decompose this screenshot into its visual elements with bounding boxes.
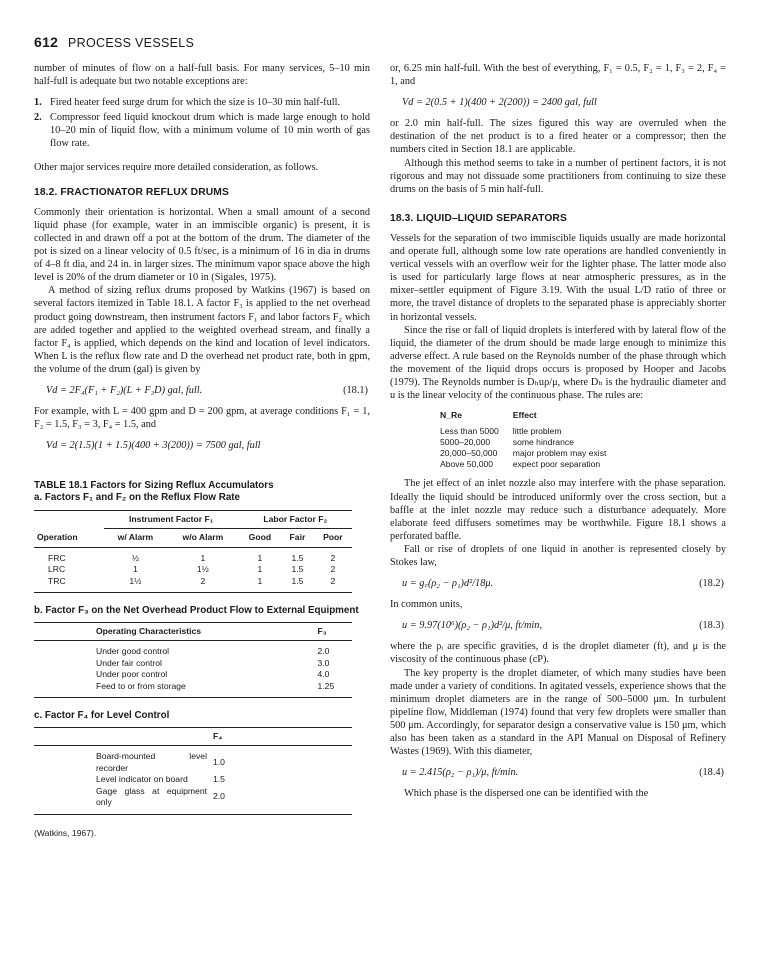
table-row: TRC 1½ 2 1 1.5 2 bbox=[34, 576, 352, 593]
table-row: Gage glass at equipment only 2.0 bbox=[34, 786, 352, 815]
list-item: 2. Compressor feed liquid knockout drum which is made large enough to hold 10–20 min of liquid flow, with a minimum volume of 10 min worth of gas flow rate. bbox=[34, 112, 370, 150]
column-header: N_Re bbox=[440, 410, 462, 421]
equation: u = 2.415(ρ₂ − ρ₁)/μ, ft/min. (18.4) bbox=[402, 767, 724, 779]
table-row: FRC ½ 1 1 1.5 2 bbox=[48, 552, 336, 563]
table-b bbox=[34, 622, 352, 698]
paragraph: or, 6.25 min half-full. With the best of everything, F₁ = 0.5, F₂ = 1, F₃ = 2, F₄ = 1, and bbox=[390, 63, 726, 88]
paragraph: or 2.0 min half-full. The sizes figured this way are overruled when the destination of the net product is to a fired heater or a compressor; then the numbers cited in Section 18.1 are applicable. bbox=[390, 118, 726, 156]
table-row: 20,000–50,000 major problem may exist bbox=[440, 447, 607, 458]
column-header: Good bbox=[248, 532, 272, 543]
section-heading: 18.3. LIQUID–LIQUID SEPARATORS bbox=[390, 212, 567, 224]
table-row: Board-mounted level recorder 1.0 bbox=[96, 751, 225, 773]
column-header: w/ Alarm bbox=[117, 532, 154, 543]
column-header: Operating Characteristics bbox=[96, 626, 202, 637]
paragraph: where the ρᵢ are specific gravities, d is the droplet diameter (ft), and μ is the viscosity of the continuous phase (cP). bbox=[390, 641, 726, 666]
equation: u = g꜀(ρ₂ − ρ₁)d²/18μ. (18.2) bbox=[402, 578, 724, 590]
table-a bbox=[34, 510, 352, 593]
table-title: TABLE 18.1 Factors for Sizing Reflux Accumulators bbox=[34, 480, 274, 492]
reynolds-table bbox=[440, 408, 620, 469]
column-group-header: Instrument Factor F₁ bbox=[104, 511, 239, 529]
table-row: Above 50,000 expect poor separation bbox=[440, 458, 601, 469]
paragraph: Since the rise or fall of liquid droplets is interfered with by lateral flow of the liquid, the diameter of the drum should be made large enough to minimize this adverse effect. A rule based on the Reynolds number of the phase through which the movement of the liquid drops occurs is proposed by Hooper and Jacobs (1979). The Reynolds number is Dₕuρ/μ, where Dₕ is the hydraulic diameter and u is the linear velocity of the continuous phase. The rules are: bbox=[390, 324, 726, 402]
column-header: Effect bbox=[512, 410, 537, 421]
table-row: Level indicator on board 1.5 bbox=[96, 774, 225, 785]
page-number: 612 bbox=[34, 34, 59, 50]
paragraph: Commonly their orientation is horizontal. When a small amount of a second liquid phase (for example, water in an immiscible organic) is present, it is collected in and drawn off a pot at the bottom of the drum. The diameter of the pot is sized on a linear velocity of 0.5 ft/sec, is a minimum of 16 in dia in drums of 4–8 ft dia, and 24 in. in larger sizes. The minimum vapor space above the high level is 20% of the drum diameter or 10 in (Sigales, 1975). bbox=[34, 206, 370, 284]
table-row: 5000–20,000 some hindrance bbox=[440, 437, 574, 448]
paragraph: Fall or rise of droplets of one liquid in another is represented closely by Stokes law, bbox=[390, 543, 726, 568]
paragraph: The jet effect of an inlet nozzle also may interfere with the phase separation. Ideally the liquid should be introduced uniformly over the cross section, but a baffle at the inlet nozzle may reduce such a disturbance adequately. More elaborate feed diffusers sometimes may be worthwhile. Figure 18.1 shows a perforated baffle. bbox=[390, 478, 726, 542]
table-section-b-title: b. Factor F₃ on the Net Overhead Product Flow to External Equipment bbox=[34, 605, 359, 617]
equation: Vd = 2(0.5 + 1)(400 + 2(200)) = 2400 gal, full bbox=[402, 97, 597, 109]
column-header: F₃ bbox=[317, 626, 327, 637]
table-row: LRC 1 1½ 1 1.5 2 bbox=[48, 564, 336, 575]
table-section-a-title: a. Factors F₁ and F₂ on the Reflux Flow Rate bbox=[34, 492, 240, 504]
table-row: Under good control 2.0 bbox=[96, 646, 330, 657]
column-header: Fair bbox=[289, 532, 306, 543]
column-header: F₄ bbox=[213, 731, 223, 742]
running-title: PROCESS VESSELS bbox=[68, 36, 195, 50]
table-section-c-title: c. Factor F₄ for Level Control bbox=[34, 710, 170, 722]
column-header: w/o Alarm bbox=[182, 532, 224, 543]
paragraph: A method of sizing reflux drums proposed by Watkins (1967) is based on several factors itemized in Table 18.1. A factor F₃ is applied to the net overhead product going downstream, then instrument factors F₁ and labor factors F₂ which are added together and applied to the weighted overhead stream, and finally a factor F₄ is applied, which depends on the kind and location of level indicators. When L is the reflux flow rate and D the overhead net product rate, both in gpm, the volume of the drum (gal) is given by bbox=[34, 285, 370, 375]
equation-number: (18.1) bbox=[343, 384, 368, 396]
paragraph: Although this method seems to take in a number of pertinent factors, it is not rigorous and may not dissuade some practitioners from continuing to size these drums on the basis of 5 min half-full. bbox=[390, 157, 726, 195]
paragraph: In common units, bbox=[390, 599, 463, 611]
equation-number: (18.3) bbox=[699, 620, 724, 632]
column-header: Operation bbox=[37, 532, 78, 543]
equation-number: (18.2) bbox=[699, 578, 724, 590]
paragraph: For example, with L = 400 gpm and D = 200 gpm, at average conditions F₁ = 1, F₂ = 1.5, F₃ = 3, F₄ = 1.5, and bbox=[34, 406, 370, 431]
table-row: Under poor control 4.0 bbox=[96, 669, 330, 680]
right-column bbox=[390, 62, 726, 800]
table-source-note: (Watkins, 1967). bbox=[34, 827, 97, 838]
column-header: Poor bbox=[323, 532, 343, 543]
list-item: 1. Fired heater feed surge drum for which the size is 10–30 min half-full. bbox=[34, 97, 341, 109]
exceptions-list bbox=[34, 96, 370, 150]
table-row: Less than 5000 little problem bbox=[440, 426, 562, 437]
intro-paragraph: number of minutes of flow on a half-full basis. For many services, 5–10 min half-full is adequate but two notable exceptions are: bbox=[34, 63, 370, 88]
running-header bbox=[34, 34, 194, 50]
equation-number: (18.4) bbox=[699, 767, 724, 779]
equation: u = 9.97(10⁶)(ρ₂ − ρ₁)d²/μ, ft/min, (18.3) bbox=[402, 620, 724, 632]
section-heading: 18.2. FRACTIONATOR REFLUX DRUMS bbox=[34, 186, 229, 198]
table-c bbox=[34, 727, 352, 815]
left-column bbox=[34, 62, 370, 840]
table-row: Under fair control 3.0 bbox=[96, 657, 330, 668]
paragraph: The key property is the droplet diameter, of which many studies have been made under a variety of conditions. In agitated vessels, experience shows that the minimum droplet diameters are in the range of 500–5000 μm. In turbulent pipeline flow, Middleman (1974) found that very few droplets were smaller than 500 μm. Accordingly, for separator design a conservative value is 150 μm, which also has been taken as a standard in the API Manual on Disposal of Refinery Wastes (1969). With this diameter, bbox=[390, 667, 726, 758]
equation: Vd = 2(1.5)(1 + 1.5)(400 + 3(200)) = 7500 gal, full bbox=[46, 440, 261, 452]
column-group-header: Labor Factor F₂ bbox=[239, 511, 352, 529]
equation: Vd = 2F₄(F₁ + F₂)(L + F₃D) gal, full. (18.1) bbox=[46, 384, 368, 396]
paragraph: Other major services require more detailed consideration, as follows. bbox=[34, 161, 319, 173]
paragraph: Which phase is the dispersed one can be identified with the bbox=[404, 788, 649, 800]
paragraph: Vessels for the separation of two immiscible liquids usually are made horizontal and operate full, although some low rate operations are handled conveniently in vertical vessels with an overflow weir for the lighter phase. The latter mode also is used for particularly large flows at near atmospheric pressures, as in the mixer–settler equipment of Figure 3.19. With the usual L/D ratio of three or more, the travel distance of droplets to the separated phase is appreciably shorter in horizontal vessels. bbox=[390, 232, 726, 323]
table-row: Feed to or from storage 1.25 bbox=[34, 681, 352, 698]
